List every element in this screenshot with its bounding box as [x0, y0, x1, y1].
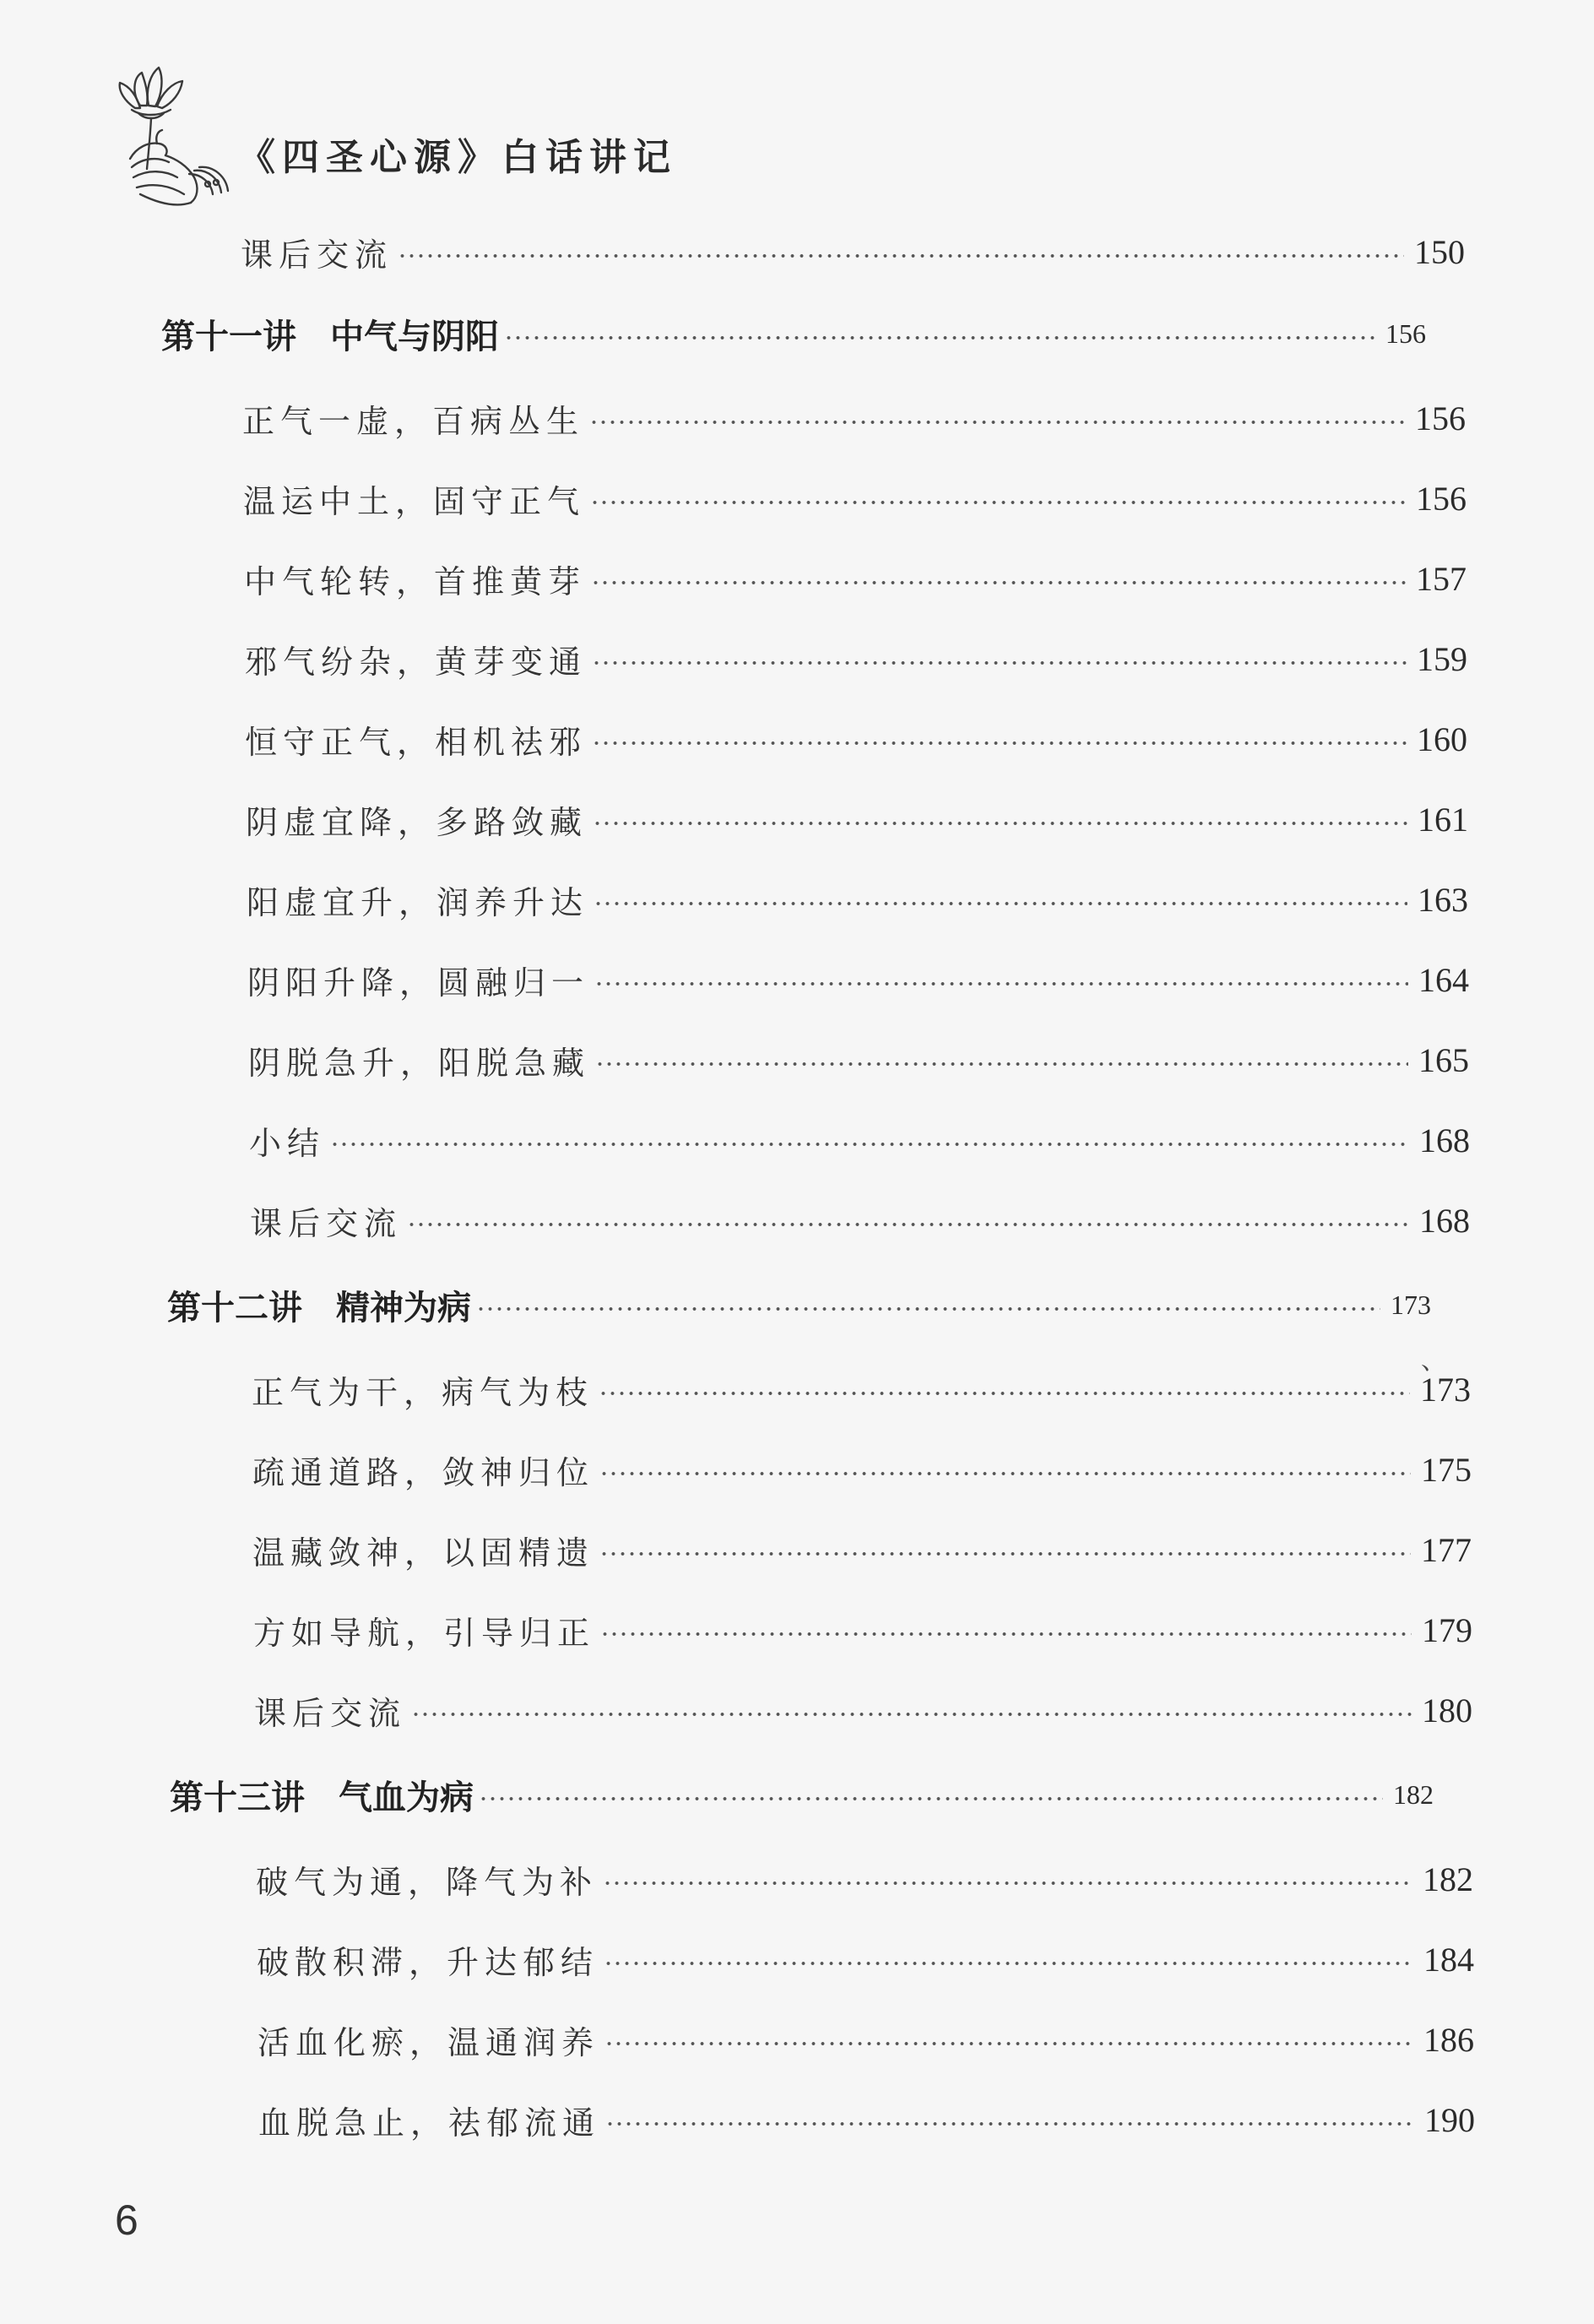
toc-section-row	[242, 393, 1466, 443]
toc-section-row	[241, 226, 1465, 277]
toc-section-row	[252, 1444, 1472, 1495]
dot-leader	[504, 334, 1375, 341]
dot-leader	[595, 1061, 1408, 1067]
section-title: 中气轮转，首推黄芽	[244, 562, 587, 600]
lotus-hand-icon	[106, 59, 241, 220]
section-title: 阴脱急升，阳脱急藏	[248, 1044, 591, 1082]
dot-leader	[600, 1631, 1412, 1637]
dot-leader	[479, 1795, 1383, 1802]
section-title: 小结	[249, 1124, 326, 1162]
dot-leader	[599, 1550, 1411, 1557]
dot-leader	[476, 1306, 1380, 1312]
dot-leader	[599, 1390, 1410, 1397]
toc-section-row	[250, 1195, 1470, 1246]
toc-chapter-row	[170, 1769, 1434, 1820]
toc-section-row	[258, 2094, 1475, 2145]
toc-section-row	[252, 1524, 1472, 1575]
dot-leader	[592, 660, 1407, 666]
page-number: 6	[115, 2196, 138, 2244]
toc-section-row	[244, 553, 1467, 604]
toc-section-row	[256, 1854, 1473, 1904]
toc-section-row	[254, 1685, 1472, 1735]
section-title: 邪气纷杂，黄芽变通	[245, 643, 588, 681]
dot-leader	[605, 2040, 1413, 2047]
page-ref: 150	[1414, 232, 1465, 271]
toc-chapter-row	[161, 308, 1426, 359]
page-ref: 159	[1417, 639, 1467, 678]
section-title: 课后交流	[250, 1204, 403, 1242]
page-ref: 177	[1421, 1530, 1472, 1569]
dot-leader	[605, 2120, 1414, 2127]
page-ref: 156	[1415, 399, 1466, 437]
toc-section-row	[247, 874, 1468, 925]
toc-section-row	[252, 1364, 1471, 1414]
section-title: 正气一虚，百病丛生	[242, 402, 585, 440]
section-title: 血脱急止，祛郁流通	[258, 2104, 601, 2142]
section-title: 活血化瘀，温通润养	[258, 2023, 600, 2061]
dot-leader	[398, 252, 1404, 259]
section-title: 破散积滞，升达郁结	[257, 1943, 599, 1981]
page-ref: 182	[1393, 1778, 1434, 1810]
stray-mark: 、	[1421, 1346, 1446, 1376]
toc-section-row	[245, 633, 1467, 684]
section-title: 温藏敛神，以固精遗	[252, 1534, 595, 1572]
book-title: 《四圣心源》白话讲记	[238, 136, 677, 179]
section-title: 恒守正气，相机祛邪	[245, 723, 588, 761]
toc-section-row	[249, 1115, 1470, 1165]
page-ref: 186	[1423, 2020, 1474, 2059]
page-ref: 175	[1421, 1450, 1472, 1489]
toc-section-row	[258, 2014, 1474, 2065]
toc-section-row	[247, 954, 1469, 1005]
page-ref: 163	[1418, 880, 1468, 919]
page-ref: 168	[1419, 1121, 1470, 1159]
dot-leader	[594, 980, 1408, 987]
toc-section-row	[257, 1934, 1474, 1985]
section-title: 阴虚宜降，多路敛藏	[246, 803, 588, 841]
toc-section-row	[246, 794, 1468, 844]
page-ref: 161	[1418, 800, 1468, 839]
toc-chapter-row	[167, 1279, 1431, 1330]
chapter-title: 第十二讲 精神为病	[167, 1288, 471, 1328]
section-title: 阳虚宜升，润养升达	[247, 883, 589, 921]
chapter-title: 第十一讲 中气与阴阳	[161, 317, 499, 356]
toc-section-row	[253, 1605, 1472, 1655]
page-ref: 164	[1418, 960, 1469, 999]
section-title: 温运中土，固守正气	[243, 482, 586, 520]
page-ref: 179	[1422, 1610, 1472, 1649]
page-ref: 182	[1423, 1860, 1473, 1898]
toc-section-row	[245, 714, 1467, 764]
page-ref: 165	[1418, 1040, 1469, 1079]
chapter-title: 第十三讲 气血为病	[170, 1778, 474, 1817]
dot-leader	[594, 900, 1407, 907]
toc-section-row	[243, 473, 1467, 524]
dot-leader	[592, 740, 1407, 747]
page-ref: 184	[1423, 1940, 1474, 1979]
dot-leader	[604, 1960, 1413, 1967]
dot-leader	[603, 1880, 1412, 1887]
page-ref: 180	[1422, 1691, 1472, 1729]
dot-leader	[599, 1470, 1411, 1477]
page-ref: 156	[1385, 318, 1426, 349]
toc-section-row	[248, 1034, 1469, 1085]
dot-leader	[589, 419, 1405, 426]
page-header	[0, 0, 1594, 228]
page-ref: 173	[1391, 1289, 1431, 1320]
dot-leader	[593, 820, 1407, 827]
section-title: 课后交流	[241, 236, 393, 274]
page-ref: 168	[1419, 1201, 1470, 1240]
page-ref: 173	[1420, 1370, 1471, 1409]
dot-leader	[591, 579, 1406, 586]
dot-leader	[590, 499, 1406, 506]
dot-leader	[411, 1711, 1412, 1718]
dot-leader	[330, 1141, 1409, 1148]
section-title: 方如导航，引导归正	[253, 1614, 596, 1652]
page-ref: 156	[1416, 479, 1467, 518]
section-title: 正气为干，病气为枝	[252, 1373, 594, 1411]
section-title: 阴阳升降，圆融归一	[247, 964, 590, 1002]
page-ref: 190	[1424, 2100, 1475, 2139]
page-ref: 160	[1417, 719, 1467, 758]
dot-leader	[407, 1221, 1409, 1228]
section-title: 疏通道路，敛神归位	[252, 1453, 595, 1491]
section-title: 课后交流	[254, 1694, 407, 1732]
section-title: 破气为通，降气为补	[256, 1863, 599, 1901]
page-ref: 157	[1416, 559, 1467, 598]
